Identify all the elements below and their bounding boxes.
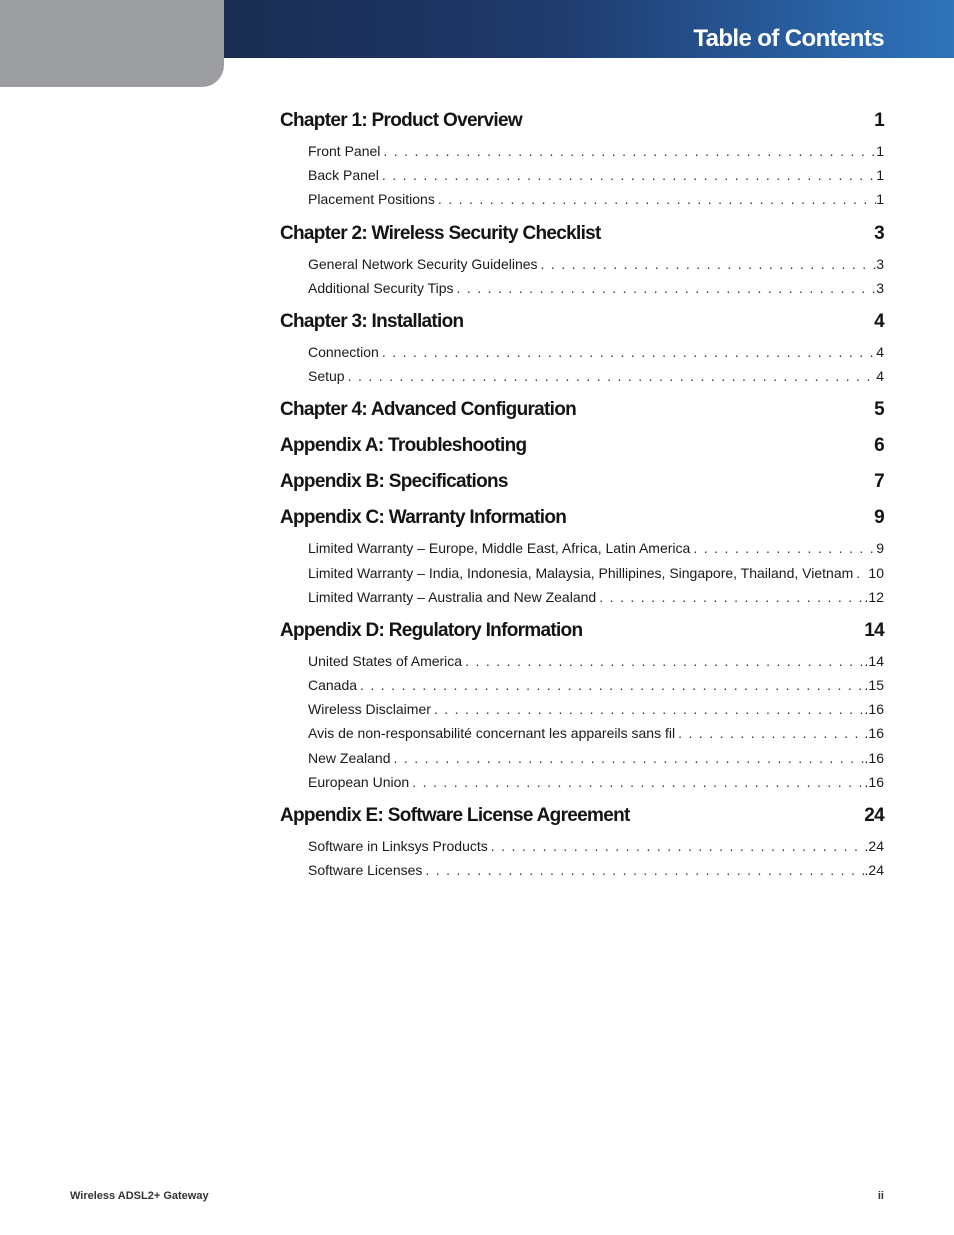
spacer <box>280 388 884 396</box>
entry-title: New Zealand <box>308 749 391 766</box>
dot-leader <box>538 252 877 276</box>
dot-leader <box>435 187 876 211</box>
dot-leader <box>345 364 877 388</box>
entry-page-number: .16 <box>864 701 884 718</box>
dot-leader <box>462 649 864 673</box>
entry-page-number: .16 <box>864 725 884 742</box>
toc-entry[interactable] <box>308 252 884 276</box>
spacer <box>280 424 884 432</box>
entry-page-number: .16 <box>864 773 884 790</box>
spacer <box>280 794 884 802</box>
chapter-page-number: 14 <box>864 619 884 641</box>
dot-leader <box>409 770 864 794</box>
toc-chapter-heading[interactable] <box>280 220 884 248</box>
toc-entry[interactable] <box>308 834 884 858</box>
chapter-page-number: 7 <box>874 471 884 493</box>
chapter-page-number: 9 <box>874 507 884 529</box>
dot-leader <box>596 585 864 609</box>
entry-page-number: .15 <box>864 677 884 694</box>
toc-entry[interactable] <box>308 364 884 388</box>
toc-entry[interactable] <box>308 561 884 585</box>
chapter-title: Appendix B: Specifications <box>280 471 508 493</box>
toc-entry[interactable] <box>308 187 884 211</box>
chapter-page-number: 6 <box>874 435 884 457</box>
dot-leader <box>379 163 876 187</box>
entry-title: European Union <box>308 773 410 790</box>
toc-chapter-heading[interactable] <box>280 308 884 336</box>
chapter-title: Appendix D: Regulatory Information <box>280 619 583 641</box>
chapter-title: Appendix E: Software License Agreement <box>280 805 630 826</box>
dot-leader <box>391 746 865 770</box>
toc-chapter-heading[interactable] <box>280 802 884 830</box>
entry-page-number: 1 <box>876 191 884 208</box>
toc-chapter-heading[interactable] <box>280 617 884 645</box>
spacer <box>280 300 884 308</box>
entry-page-number: 4 <box>876 368 884 385</box>
entry-title: Connection <box>308 343 379 360</box>
spacer <box>280 609 884 617</box>
chapter-page-number: 4 <box>874 310 884 332</box>
dot-leader <box>379 340 876 364</box>
entry-title: General Network Security Guidelines <box>308 255 538 272</box>
entry-title: Front Panel <box>308 143 381 159</box>
corner-tab-decoration <box>0 0 224 87</box>
toc-entry[interactable] <box>308 770 884 794</box>
entry-page-number: .12 <box>864 588 884 605</box>
entry-title: Canada <box>308 677 358 694</box>
chapter-title: Chapter 2: Wireless Security Checklist <box>280 222 601 244</box>
entry-title: Wireless Disclaimer <box>308 701 431 718</box>
toc-entry[interactable] <box>308 536 884 560</box>
spacer <box>280 496 884 504</box>
toc-chapter-heading[interactable] <box>280 396 884 424</box>
dot-leader <box>431 697 865 721</box>
entry-title: Placement Positions <box>308 191 435 208</box>
entry-title: Software in Linksys Products <box>308 838 488 854</box>
entry-page-number: .24 <box>864 862 884 879</box>
dot-leader <box>853 561 868 585</box>
chapter-page-number: 24 <box>864 805 884 826</box>
entry-title: Additional Security Tips <box>308 279 454 296</box>
toc-entry[interactable] <box>308 673 884 697</box>
chapter-title: Chapter 3: Installation <box>280 310 464 332</box>
toc-chapter-heading[interactable] <box>280 468 884 496</box>
entry-page-number: 10 <box>868 564 884 581</box>
entry-title: Back Panel <box>308 167 379 184</box>
entry-title: Avis de non-responsabilité concernant les appareils sans fil <box>308 725 676 742</box>
chapter-page-number: 1 <box>874 110 884 131</box>
entry-title: Setup <box>308 368 345 385</box>
dot-leader <box>690 536 876 560</box>
entry-title: Limited Warranty – Europe, Middle East, Africa, Latin America <box>308 540 691 557</box>
toc-chapter-heading[interactable] <box>280 504 884 532</box>
footer-product-name: Wireless ADSL2+ Gateway <box>70 1190 209 1202</box>
spacer <box>280 460 884 468</box>
entry-title: United States of America <box>308 652 463 669</box>
chapter-title: Chapter 4: Advanced Configuration <box>280 399 577 421</box>
dot-leader <box>422 858 864 882</box>
toc-entry[interactable] <box>308 585 884 609</box>
dot-leader <box>675 721 864 745</box>
chapter-page-number: 5 <box>874 399 884 421</box>
toc-chapter-heading[interactable] <box>280 432 884 460</box>
toc-entry[interactable] <box>308 340 884 364</box>
dot-leader <box>454 276 877 300</box>
toc-entry[interactable] <box>308 721 884 745</box>
entry-page-number: .14 <box>864 652 884 669</box>
entry-page-number: 4 <box>876 343 884 360</box>
toc-entry[interactable] <box>308 858 884 882</box>
toc-entry[interactable] <box>308 276 884 300</box>
toc-entry[interactable] <box>308 163 884 187</box>
chapter-title: Appendix A: Troubleshooting <box>280 435 527 457</box>
entry-page-number: .24 <box>864 838 884 854</box>
entry-title: Software Licenses <box>308 862 423 879</box>
dot-leader <box>380 139 876 163</box>
entry-title: Limited Warranty – India, Indonesia, Malaysia, Phillipines, Singapore, Thailand, Vietnam <box>308 564 854 581</box>
entry-page-number: 1 <box>876 167 884 184</box>
dot-leader <box>488 834 865 858</box>
entry-page-number: 1 <box>876 143 884 159</box>
toc-entry[interactable] <box>308 746 884 770</box>
chapter-title: Appendix C: Warranty Information <box>280 507 567 529</box>
toc-entry[interactable] <box>308 649 884 673</box>
chapter-page-number: 3 <box>874 222 884 244</box>
entry-page-number: .16 <box>864 749 884 766</box>
entry-page-number: 3 <box>876 255 884 272</box>
toc-entry[interactable] <box>308 139 884 163</box>
table-of-contents <box>280 107 884 882</box>
footer-page-number: ii <box>877 1190 884 1202</box>
dot-leader <box>357 673 864 697</box>
entry-page-number: 3 <box>876 279 884 296</box>
spacer <box>280 212 884 220</box>
entry-page-number: 9 <box>876 540 884 557</box>
toc-chapter-heading[interactable] <box>280 107 884 135</box>
page-title: Table of Contents <box>693 25 884 52</box>
toc-entry[interactable] <box>308 697 884 721</box>
entry-title: Limited Warranty – Australia and New Zealand <box>308 588 597 605</box>
chapter-title: Chapter 1: Product Overview <box>280 110 522 131</box>
